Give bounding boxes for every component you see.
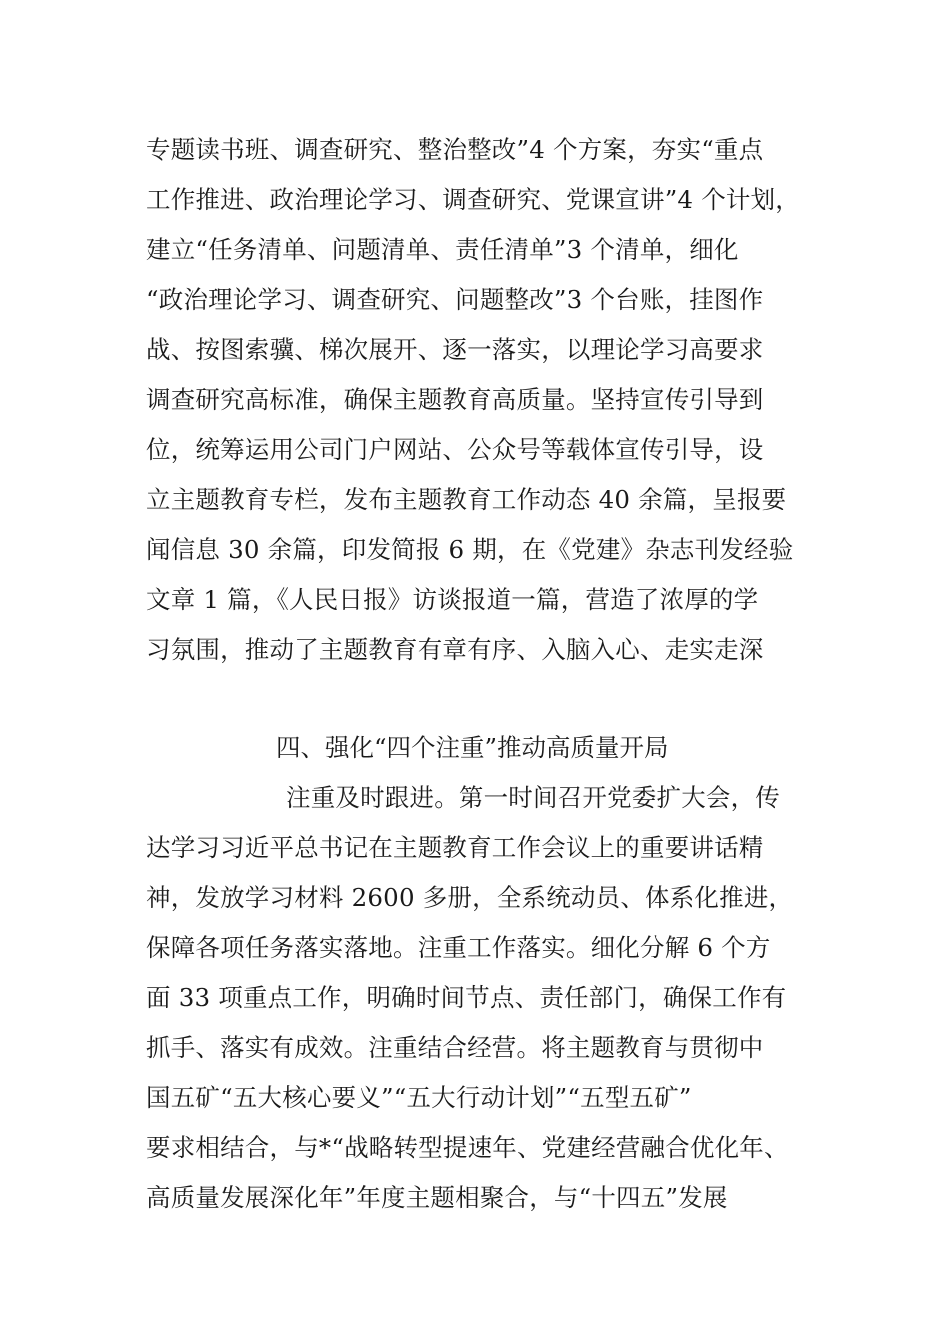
- paragraph-1-line-9: 闻信息 30 余篇，印发简报 6 期，在《党建》杂志刊发经验: [146, 535, 794, 564]
- paragraph-2-line-7: 国五矿“五大核心要义”“五大行动计划”“五型五矿”: [146, 1083, 692, 1112]
- paragraph-2-line-9: 高质量发展深化年”年度主题相聚合，与“十四五”发展: [146, 1183, 728, 1212]
- paragraph-2-line-1: 注重及时跟进。第一时间召开党委扩大会，传: [286, 783, 780, 812]
- paragraph-1-line-5: 战、按图索骥、梯次展开、逐一落实，以理论学习高要求: [146, 335, 764, 364]
- paragraph-2-line-2: 达学习习近平总书记在主题教育工作会议上的重要讲话精: [146, 833, 764, 862]
- paragraph-1-line-7: 位，统筹运用公司门户网站、公众号等载体宣传引导，设: [146, 435, 764, 464]
- paragraph-1-line-8: 立主题教育专栏，发布主题教育工作动态 40 余篇，呈报要: [146, 485, 787, 514]
- paragraph-1-line-11: 习氛围，推动了主题教育有章有序、入脑入心、走实走深: [146, 635, 764, 664]
- paragraph-1-line-3: 建立“任务清单、问题清单、责任清单”3 个清单，细化: [146, 235, 739, 264]
- paragraph-2-line-4: 保障各项任务落实落地。注重工作落实。细化分解 6 个方: [146, 933, 771, 962]
- paragraph-1-line-4: “政治理论学习、调查研究、问题整改”3 个台账，挂图作: [146, 285, 764, 314]
- paragraph-1-line-1: 专题读书班、调查研究、整治整改”4 个方案，夯实“重点: [146, 135, 764, 164]
- paragraph-1-line-6: 调查研究高标准，确保主题教育高质量。坚持宣传引导到: [146, 385, 764, 414]
- section-heading: 四、强化“四个注重”推动高质量开局: [276, 733, 669, 762]
- paragraph-2-line-6: 抓手、落实有成效。注重结合经营。将主题教育与贯彻中: [146, 1033, 764, 1062]
- paragraph-2-line-8: 要求相结合，与*“战略转型提速年、党建经营融合优化年、: [146, 1133, 789, 1162]
- paragraph-1-line-10: 文章 1 篇，《人民日报》访谈报道一篇，营造了浓厚的学: [146, 585, 759, 614]
- paragraph-1-line-2: 工作推进、政治理论学习、调查研究、党课宣讲”4 个计划，: [146, 185, 800, 214]
- paragraph-2-line-3: 神，发放学习材料 2600 多册，全系统动员、体系化推进，: [146, 883, 794, 912]
- paragraph-2-line-5: 面 33 项重点工作，明确时间节点、责任部门，确保工作有: [146, 983, 787, 1012]
